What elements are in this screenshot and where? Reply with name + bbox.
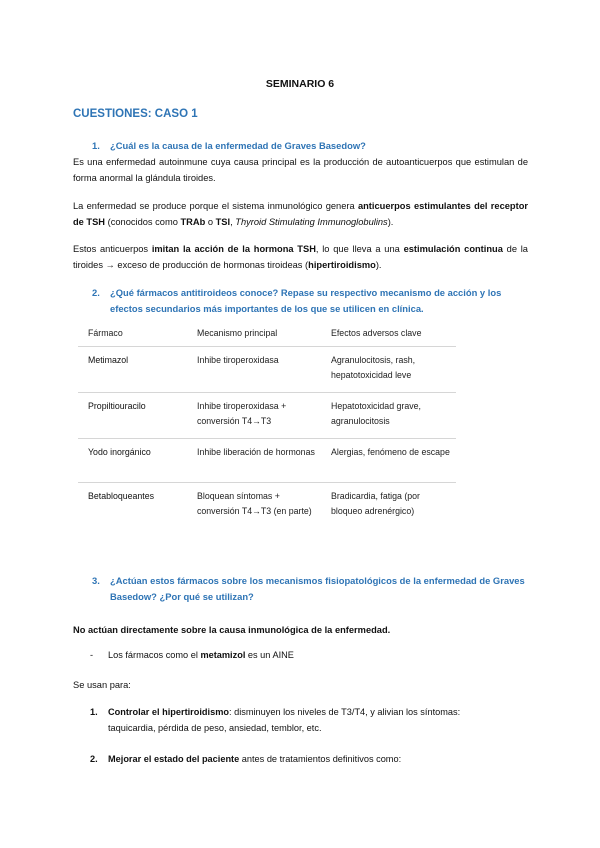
page-title: SEMINARIO 6	[265, 78, 335, 90]
question-3	[92, 573, 528, 605]
ordered-item-number: 1.	[90, 707, 98, 717]
table-cell: Alergias, fenómeno de escape	[321, 439, 456, 483]
table-header: Mecanismo principal	[197, 328, 278, 338]
ordered-item-1: 1. Controlar el hipertiroidismo: disminuyen los niveles de T3/T4, y alivian los síntomas: taquicardia, pérdida de peso, ansiedad, temblor, etc.	[90, 704, 528, 736]
question-2-number: 2.	[92, 287, 100, 298]
question-3-line2: Basedow? ¿Por qué se utilizan?	[110, 591, 254, 602]
paragraph-5: Se usan para:	[73, 680, 131, 690]
ordered-item-number: 2.	[90, 754, 98, 764]
question-3-line1: ¿Actúan estos fármacos sobre los mecanismos fisiopatológicos de la enfermedad de Graves	[110, 575, 525, 586]
paragraph-1: Es una enfermedad autoinmune cuya causa principal es la producción de autoanticuerpos que estimulan de forma anormal la glándula tiroides.	[73, 157, 528, 183]
paragraph-2: La enfermedad se produce porque el sistema inmunológico genera anticuerpos estimulantes del receptor de TSH (conocidos como TRAb o TSI, Thyroid Stimulating Immunoglobulins).	[73, 201, 528, 227]
paragraph-3: Estos anticuerpos imitan la acción de la hormona TSH, lo que lleva a una estimulación continua de la tiroides → exceso de producción de hormonas tiroideas (hipertiroidismo).	[73, 244, 528, 270]
question-2-line1: ¿Qué fármacos antitiroideos conoce? Repase su respectivo mecanismo de acción y los	[110, 287, 502, 298]
table-cell: Metimazol	[78, 347, 187, 393]
list-item: - Los fármacos como el metamizol es un AINE	[90, 650, 294, 660]
question-3-number: 3.	[92, 575, 100, 586]
table-row	[78, 439, 456, 483]
question-1-number: 1.	[92, 140, 100, 151]
ordered-item-1-line2: taquicardia, pérdida de peso, ansiedad, temblor, etc.	[108, 723, 322, 733]
table-cell: Agranulocitosis, rash, hepatotoxicidad leve	[321, 347, 456, 393]
table-row	[78, 393, 456, 439]
table-cell: Inhibe tiroperoxidasa	[187, 347, 321, 393]
section-heading: CUESTIONES: CASO 1	[73, 108, 198, 120]
table-cell: Bloquean síntomas + conversión T4→T3 (en parte)	[187, 483, 321, 526]
bullet-dash: -	[90, 650, 94, 660]
table-header: Efectos adversos clave	[331, 328, 422, 338]
table-cell: Inhibe tiroperoxidasa + conversión T4→T3	[187, 393, 321, 439]
table-cell: Inhibe liberación de hormonas	[187, 439, 321, 483]
table-header: Fármaco	[88, 328, 123, 338]
question-1-text: ¿Cuál es la causa de la enfermedad de Graves Basedow?	[110, 140, 366, 151]
question-2	[92, 285, 528, 317]
question-1	[92, 138, 528, 154]
table-header-row	[78, 322, 456, 347]
table-cell: Bradicardia, fatiga (por bloqueo adrenérgico)	[321, 483, 456, 526]
question-2-line2: efectos secundarios más importantes de los que se utilicen en clínica.	[110, 303, 424, 314]
table-cell: Yodo inorgánico	[78, 439, 187, 483]
table-cell: Propiltiouracilo	[78, 393, 187, 439]
table-row	[78, 483, 456, 526]
table-cell: Betabloqueantes	[78, 483, 187, 526]
drugs-table	[78, 322, 456, 525]
ordered-item-2: 2. Mejorar el estado del paciente antes de tratamientos definitivos como:	[90, 751, 528, 767]
paragraph-4: No actúan directamente sobre la causa inmunológica de la enfermedad.	[73, 625, 391, 635]
table-row	[78, 347, 456, 393]
table-cell: Hepatotoxicidad grave, agranulocitosis	[321, 393, 456, 439]
